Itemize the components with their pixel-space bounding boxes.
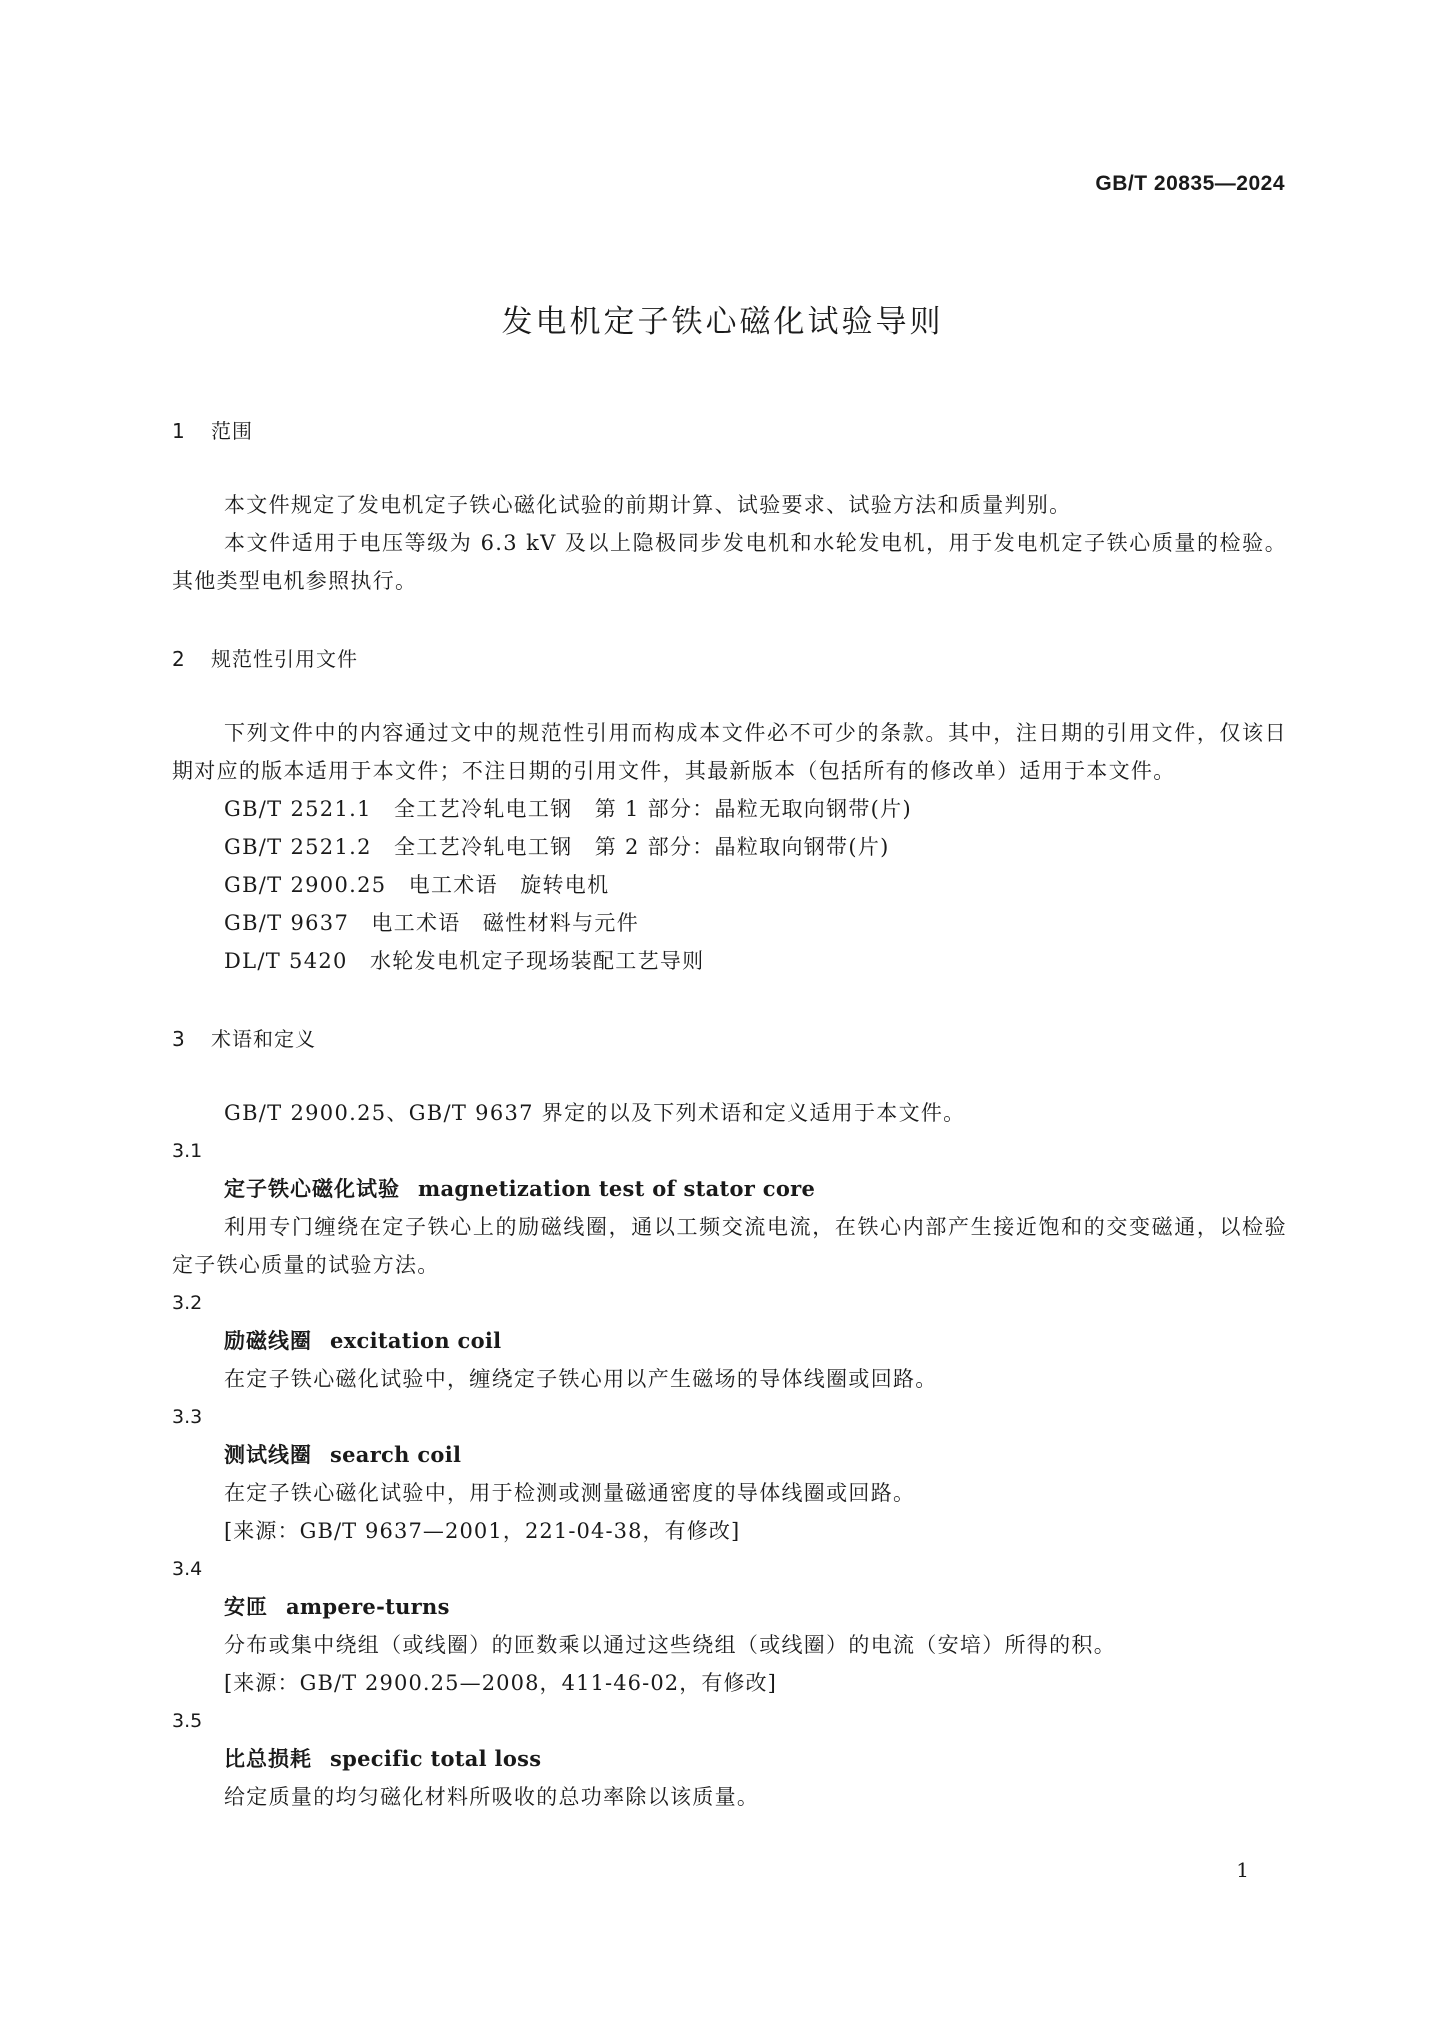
section-number: 1 [172, 419, 186, 443]
page-number: 1 [1236, 1858, 1249, 1882]
term-en: magnetization test of stator core [418, 1176, 816, 1201]
term-source: [来源：GB/T 9637—2001，221-04-38，有修改] [224, 1519, 741, 1543]
term-number: 3.2 [172, 1292, 203, 1314]
document-body [172, 412, 1287, 1816]
term-heading [172, 1322, 1287, 1360]
section-number: 2 [172, 647, 186, 671]
term-en: specific total loss [330, 1746, 542, 1771]
term-zh: 比总损耗 [224, 1746, 312, 1771]
term-zh: 测试线圈 [224, 1442, 312, 1467]
section-heading-normative-references [172, 640, 1287, 678]
reference-item: GB/T 9637 电工术语 磁性材料与元件 [224, 911, 640, 935]
term-source: [来源：GB/T 2900.25—2008，411-46-02，有修改] [224, 1671, 777, 1695]
term-number: 3.5 [172, 1710, 203, 1732]
section-heading-terms [172, 1020, 1287, 1058]
reference-item: GB/T 2900.25 电工术语 旋转电机 [224, 873, 610, 897]
section-title: 范围 [211, 419, 253, 443]
term-heading [172, 1588, 1287, 1626]
section-title: 规范性引用文件 [211, 647, 358, 671]
section-heading-scope [172, 412, 1287, 450]
term-heading [172, 1740, 1287, 1778]
term-definition: 利用专门缠绕在定子铁心上的励磁线圈，通以工频交流电流，在铁心内部产生接近饱和的交变磁通，以检验定子铁心质量的试验方法。 [172, 1215, 1287, 1277]
reference-item: GB/T 2521.2 全工艺冷轧电工钢 第 2 部分：晶粒取向钢带(片) [224, 835, 890, 859]
scope-paragraph: 本文件适用于电压等级为 6.3 kV 及以上隐极同步发电机和水轮发电机，用于发电机定子铁心质量的检验。其他类型电机参照执行。 [172, 531, 1287, 593]
section-title: 术语和定义 [211, 1027, 316, 1051]
term-number: 3.4 [172, 1558, 203, 1580]
term-definition: 分布或集中绕组（或线圈）的匝数乘以通过这些绕组（或线圈）的电流（安培）所得的积。 [224, 1633, 1116, 1657]
term-en: excitation coil [330, 1328, 502, 1353]
term-zh: 励磁线圈 [224, 1328, 312, 1353]
term-zh: 定子铁心磁化试验 [224, 1176, 400, 1201]
term-heading [172, 1436, 1287, 1474]
terms-intro: GB/T 2900.25、GB/T 9637 界定的以及下列术语和定义适用于本文件。 [224, 1101, 966, 1125]
term-definition: 给定质量的均匀磁化材料所吸收的总功率除以该质量。 [224, 1785, 760, 1809]
reference-item: DL/T 5420 水轮发电机定子现场装配工艺导则 [224, 949, 705, 973]
term-number: 3.3 [172, 1406, 203, 1428]
term-number: 3.1 [172, 1140, 203, 1162]
references-intro: 下列文件中的内容通过文中的规范性引用而构成本文件必不可少的条款。其中，注日期的引用文件，仅该日期对应的版本适用于本文件；不注日期的引用文件，其最新版本（包括所有的修改单）适用于本文件。 [172, 721, 1287, 783]
term-en: ampere-turns [286, 1594, 450, 1619]
term-zh: 安匝 [224, 1594, 268, 1619]
term-en: search coil [330, 1442, 462, 1467]
section-number: 3 [172, 1027, 186, 1051]
standard-number: GB/T 20835—2024 [1095, 172, 1285, 195]
document-title: 发电机定子铁心磁化试验导则 [501, 304, 944, 340]
term-definition: 在定子铁心磁化试验中，用于检测或测量磁通密度的导体线圈或回路。 [224, 1481, 916, 1505]
term-definition: 在定子铁心磁化试验中，缠绕定子铁心用以产生磁场的导体线圈或回路。 [224, 1367, 938, 1391]
reference-item: GB/T 2521.1 全工艺冷轧电工钢 第 1 部分：晶粒无取向钢带(片) [224, 797, 912, 821]
scope-paragraph: 本文件规定了发电机定子铁心磁化试验的前期计算、试验要求、试验方法和质量判别。 [224, 493, 1072, 517]
term-heading [172, 1170, 1287, 1208]
